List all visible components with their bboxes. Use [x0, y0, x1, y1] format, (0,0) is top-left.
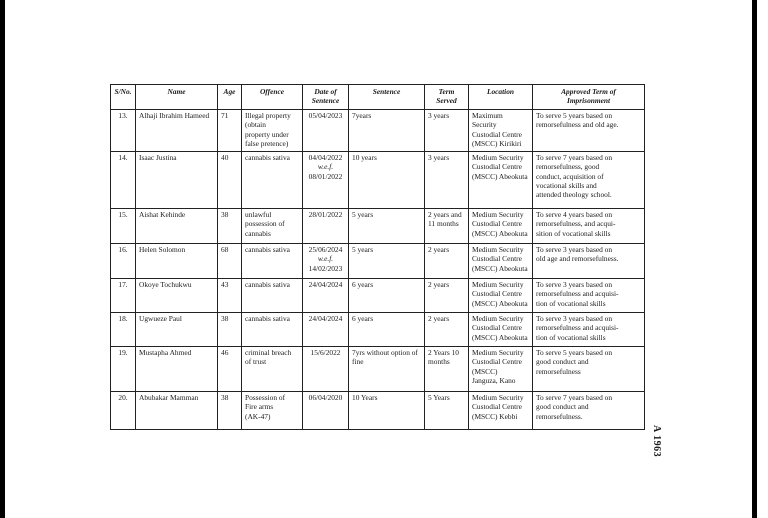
- header-name: Name: [136, 85, 218, 110]
- offence-line: criminal breach: [245, 348, 292, 357]
- header-location: Location: [469, 85, 533, 110]
- cell-term-served: 5 Years: [425, 392, 469, 430]
- cell-location: [469, 209, 533, 244]
- offence-line: Fire arms: [245, 402, 274, 412]
- cell-term-served: 2 Years 10 months: [425, 347, 469, 392]
- cell-name: Ugwueze Paul: [136, 313, 218, 347]
- location-line: Custodial Centre: [472, 162, 522, 172]
- location-line: Medium Security: [472, 210, 524, 219]
- cell-location: [469, 244, 533, 279]
- date-value: 28/01/2022: [308, 210, 343, 219]
- location-line: (MSCC): [472, 366, 498, 376]
- date-value: 06/04/2020: [308, 393, 343, 402]
- cell-term-served: 2 years and 11 months: [425, 209, 469, 244]
- cell-age: 71: [218, 110, 242, 152]
- table-header-row: [111, 85, 645, 110]
- approved-line: tion of vocational skills: [536, 298, 606, 308]
- location-line: Medium Security: [472, 314, 524, 323]
- header-date-of-sentence: [303, 85, 349, 110]
- date-value: 15/6/2022: [310, 348, 341, 357]
- cell-date-of-sentence: [303, 110, 349, 152]
- cell-date-of-sentence: [303, 392, 349, 430]
- header-sentence: Sentence: [349, 85, 425, 110]
- location-line: Maximum: [472, 111, 503, 120]
- cell-sentence: 10 years: [349, 152, 425, 209]
- offence-line: Possession of: [245, 393, 286, 402]
- approved-line: To serve 7 years based on: [536, 393, 613, 402]
- cell-sno: 15.: [111, 209, 136, 244]
- location-line: Custodial Centre: [472, 289, 522, 299]
- page-number: A 1963: [651, 425, 662, 458]
- cell-approved-term: [533, 244, 645, 279]
- cell-location: [469, 279, 533, 313]
- header-age: Age: [218, 85, 242, 110]
- cell-name: Okoye Tochukwu: [136, 279, 218, 313]
- cell-approved-term: [533, 152, 645, 209]
- cell-name: Abubakar Mamman: [136, 392, 218, 430]
- cell-date-of-sentence: [303, 313, 349, 347]
- date-value: 04/04/2022: [308, 153, 343, 162]
- cell-sentence: 10 Years: [349, 392, 425, 430]
- approved-line: To serve 3 years based on: [536, 314, 613, 323]
- offence-line: unlawful: [245, 210, 272, 219]
- cell-sentence: 6 years: [349, 279, 425, 313]
- cell-sno: 19.: [111, 347, 136, 392]
- date-value: 24/04/2024: [308, 280, 343, 289]
- cell-term-served: 2 years: [425, 313, 469, 347]
- location-line: Custodial Centre: [472, 254, 522, 264]
- cell-sno: 13.: [111, 110, 136, 152]
- location-line: Custodial Centre: [472, 402, 522, 412]
- location-line: (MSCC) Abeokuta: [472, 228, 528, 238]
- cell-location: [469, 152, 533, 209]
- cell-name: Aishat Kehinde: [136, 209, 218, 244]
- location-line: Medium Security: [472, 245, 524, 254]
- cell-age: 43: [218, 279, 242, 313]
- table-body: [111, 110, 645, 430]
- cell-name: Helen Solomon: [136, 244, 218, 279]
- offence-line: cannabis sativa: [245, 280, 290, 289]
- location-line: Medium Security: [472, 393, 524, 402]
- cell-location: [469, 347, 533, 392]
- offence-line: Illegal property: [245, 111, 291, 120]
- location-line: (MSCC) Abeokuta: [472, 263, 528, 273]
- table-row: [111, 392, 645, 430]
- cell-location: [469, 313, 533, 347]
- approved-line: To serve 7 years based on: [536, 153, 613, 162]
- prisoners-table: [110, 84, 645, 430]
- approved-line: remorsefulness.: [536, 411, 583, 421]
- cell-date-of-sentence: [303, 347, 349, 392]
- offence-line: of trust: [245, 357, 267, 367]
- cell-sno: 16.: [111, 244, 136, 279]
- approved-line: remorsefulness and acquisi-: [536, 289, 619, 299]
- cell-offence: [242, 313, 303, 347]
- cell-offence: [242, 392, 303, 430]
- approved-line: old age and remorsefulness.: [536, 254, 619, 264]
- table-row: [111, 209, 645, 244]
- approved-line: remorsefulness and old age.: [536, 120, 619, 130]
- header-term-served: [425, 85, 469, 110]
- approved-line: To serve 3 years based on: [536, 280, 613, 289]
- cell-name: Isaac Justina: [136, 152, 218, 209]
- cell-approved-term: [533, 392, 645, 430]
- offence-line: cannabis sativa: [245, 245, 290, 254]
- cell-age: 46: [218, 347, 242, 392]
- offence-line: cannabis sativa: [245, 314, 290, 323]
- cell-age: 38: [218, 313, 242, 347]
- location-line: Medium Security: [472, 280, 524, 289]
- header-date-line: Date of: [314, 87, 337, 96]
- cell-offence: [242, 279, 303, 313]
- offence-line: false pretence): [245, 138, 289, 148]
- location-line: (MSCC) Abeokuta: [472, 171, 528, 181]
- header-approved-line: Approved Term of: [561, 87, 616, 96]
- offence-line: property under: [245, 129, 289, 139]
- location-line: (MSCC) Kirikiri: [472, 138, 522, 148]
- cell-sno: 14.: [111, 152, 136, 209]
- cell-sno: 17.: [111, 279, 136, 313]
- cell-date-of-sentence: [303, 244, 349, 279]
- cell-age: 38: [218, 209, 242, 244]
- date-value: 25/06/2024: [308, 245, 343, 254]
- cell-name: Mustapha Ahmed: [136, 347, 218, 392]
- header-offence: Offence: [242, 85, 303, 110]
- cell-sno: 20.: [111, 392, 136, 430]
- cell-date-of-sentence: [303, 152, 349, 209]
- cell-sentence: 6 years: [349, 313, 425, 347]
- cell-offence: [242, 244, 303, 279]
- cell-approved-term: [533, 110, 645, 152]
- location-line: Custodial Centre: [472, 357, 522, 367]
- date-value: 24/04/2024: [308, 314, 343, 323]
- approved-line: tion of vocational skills: [536, 332, 606, 342]
- table-row: [111, 313, 645, 347]
- approved-line: To serve 3 years based on: [536, 245, 613, 254]
- page-border-right: [752, 0, 757, 518]
- cell-sno: 18.: [111, 313, 136, 347]
- cell-approved-term: [533, 209, 645, 244]
- cell-sentence: 7yrs without option of fine: [349, 347, 425, 392]
- cell-sentence: 5 years: [349, 209, 425, 244]
- cell-location: [469, 392, 533, 430]
- approved-line: sition of vocational skills: [536, 228, 611, 238]
- location-line: (MSCC) Abeokuta: [472, 298, 528, 308]
- cell-offence: [242, 209, 303, 244]
- cell-date-of-sentence: [303, 279, 349, 313]
- location-line: Medium Security: [472, 348, 524, 357]
- cell-term-served: 2 years: [425, 244, 469, 279]
- approved-line: remorsefulness, and acqui-: [536, 219, 616, 229]
- date-value: 05/04/2023: [308, 111, 343, 120]
- approved-line: conduct, acquisition of: [536, 171, 604, 181]
- approved-line: remorsefulness: [536, 366, 581, 376]
- cell-approved-term: [533, 279, 645, 313]
- header-approved-line: Imprisonment: [566, 96, 611, 106]
- location-line: (MSCC) Abeokuta: [472, 332, 528, 342]
- offence-line: possession of: [245, 219, 285, 229]
- cell-age: 68: [218, 244, 242, 279]
- cell-approved-term: [533, 347, 645, 392]
- cell-term-served: 3 years: [425, 110, 469, 152]
- table-row: [111, 152, 645, 209]
- location-line: Janguza, Kano: [472, 375, 516, 385]
- approved-line: remorsefulness, good: [536, 162, 600, 172]
- table-row: [111, 110, 645, 152]
- cell-offence: [242, 347, 303, 392]
- offence-line: (obtain: [245, 120, 266, 130]
- location-line: Custodial Centre: [472, 219, 522, 229]
- cell-sentence: 5 years: [349, 244, 425, 279]
- wef-date: 08/01/2022: [308, 171, 343, 181]
- header-approved-term: [533, 85, 645, 110]
- approved-line: remorsefulness and acquisi-: [536, 323, 619, 333]
- table-row: [111, 347, 645, 392]
- location-line: Custodial Centre: [472, 323, 522, 333]
- location-line: (MSCC) Kebbi: [472, 411, 518, 421]
- wef-date: 14/02/2023: [308, 263, 343, 273]
- cell-name: Alhaji Ibrahim Hameed: [136, 110, 218, 152]
- offence-line: cannabis: [245, 228, 271, 238]
- header-term-line: Served: [436, 96, 457, 106]
- header-term-line: Term: [438, 87, 455, 96]
- cell-offence: [242, 152, 303, 209]
- approved-line: vocational skills and: [536, 180, 597, 190]
- header-sno: S/No.: [111, 85, 136, 110]
- location-line: Custodial Centre: [472, 129, 522, 139]
- cell-date-of-sentence: [303, 209, 349, 244]
- cell-term-served: 2 years: [425, 279, 469, 313]
- header-date-line: Sentence: [311, 96, 340, 106]
- cell-sentence: 7years: [349, 110, 425, 152]
- cell-approved-term: [533, 313, 645, 347]
- cell-age: 38: [218, 392, 242, 430]
- cell-offence: [242, 110, 303, 152]
- cell-age: 40: [218, 152, 242, 209]
- approved-line: attended theology school.: [536, 190, 612, 200]
- approved-line: To serve 4 years based on: [536, 210, 613, 219]
- offence-line: (AK-47): [245, 411, 271, 421]
- table-row: [111, 279, 645, 313]
- approved-line: good conduct and: [536, 402, 589, 412]
- approved-line: good conduct and: [536, 357, 589, 367]
- approved-line: To serve 5 years based on: [536, 348, 613, 357]
- table-row: [111, 244, 645, 279]
- location-line: Security: [472, 120, 497, 130]
- page-border-left: [0, 0, 5, 518]
- location-line: Medium Security: [472, 153, 524, 162]
- wef-label: w.e.f.: [317, 162, 334, 172]
- approved-line: To serve 5 years based on: [536, 111, 613, 120]
- cell-location: [469, 110, 533, 152]
- cell-term-served: 3 years: [425, 152, 469, 209]
- wef-label: w.e.f.: [317, 254, 334, 264]
- offence-line: cannabis sativa: [245, 153, 290, 162]
